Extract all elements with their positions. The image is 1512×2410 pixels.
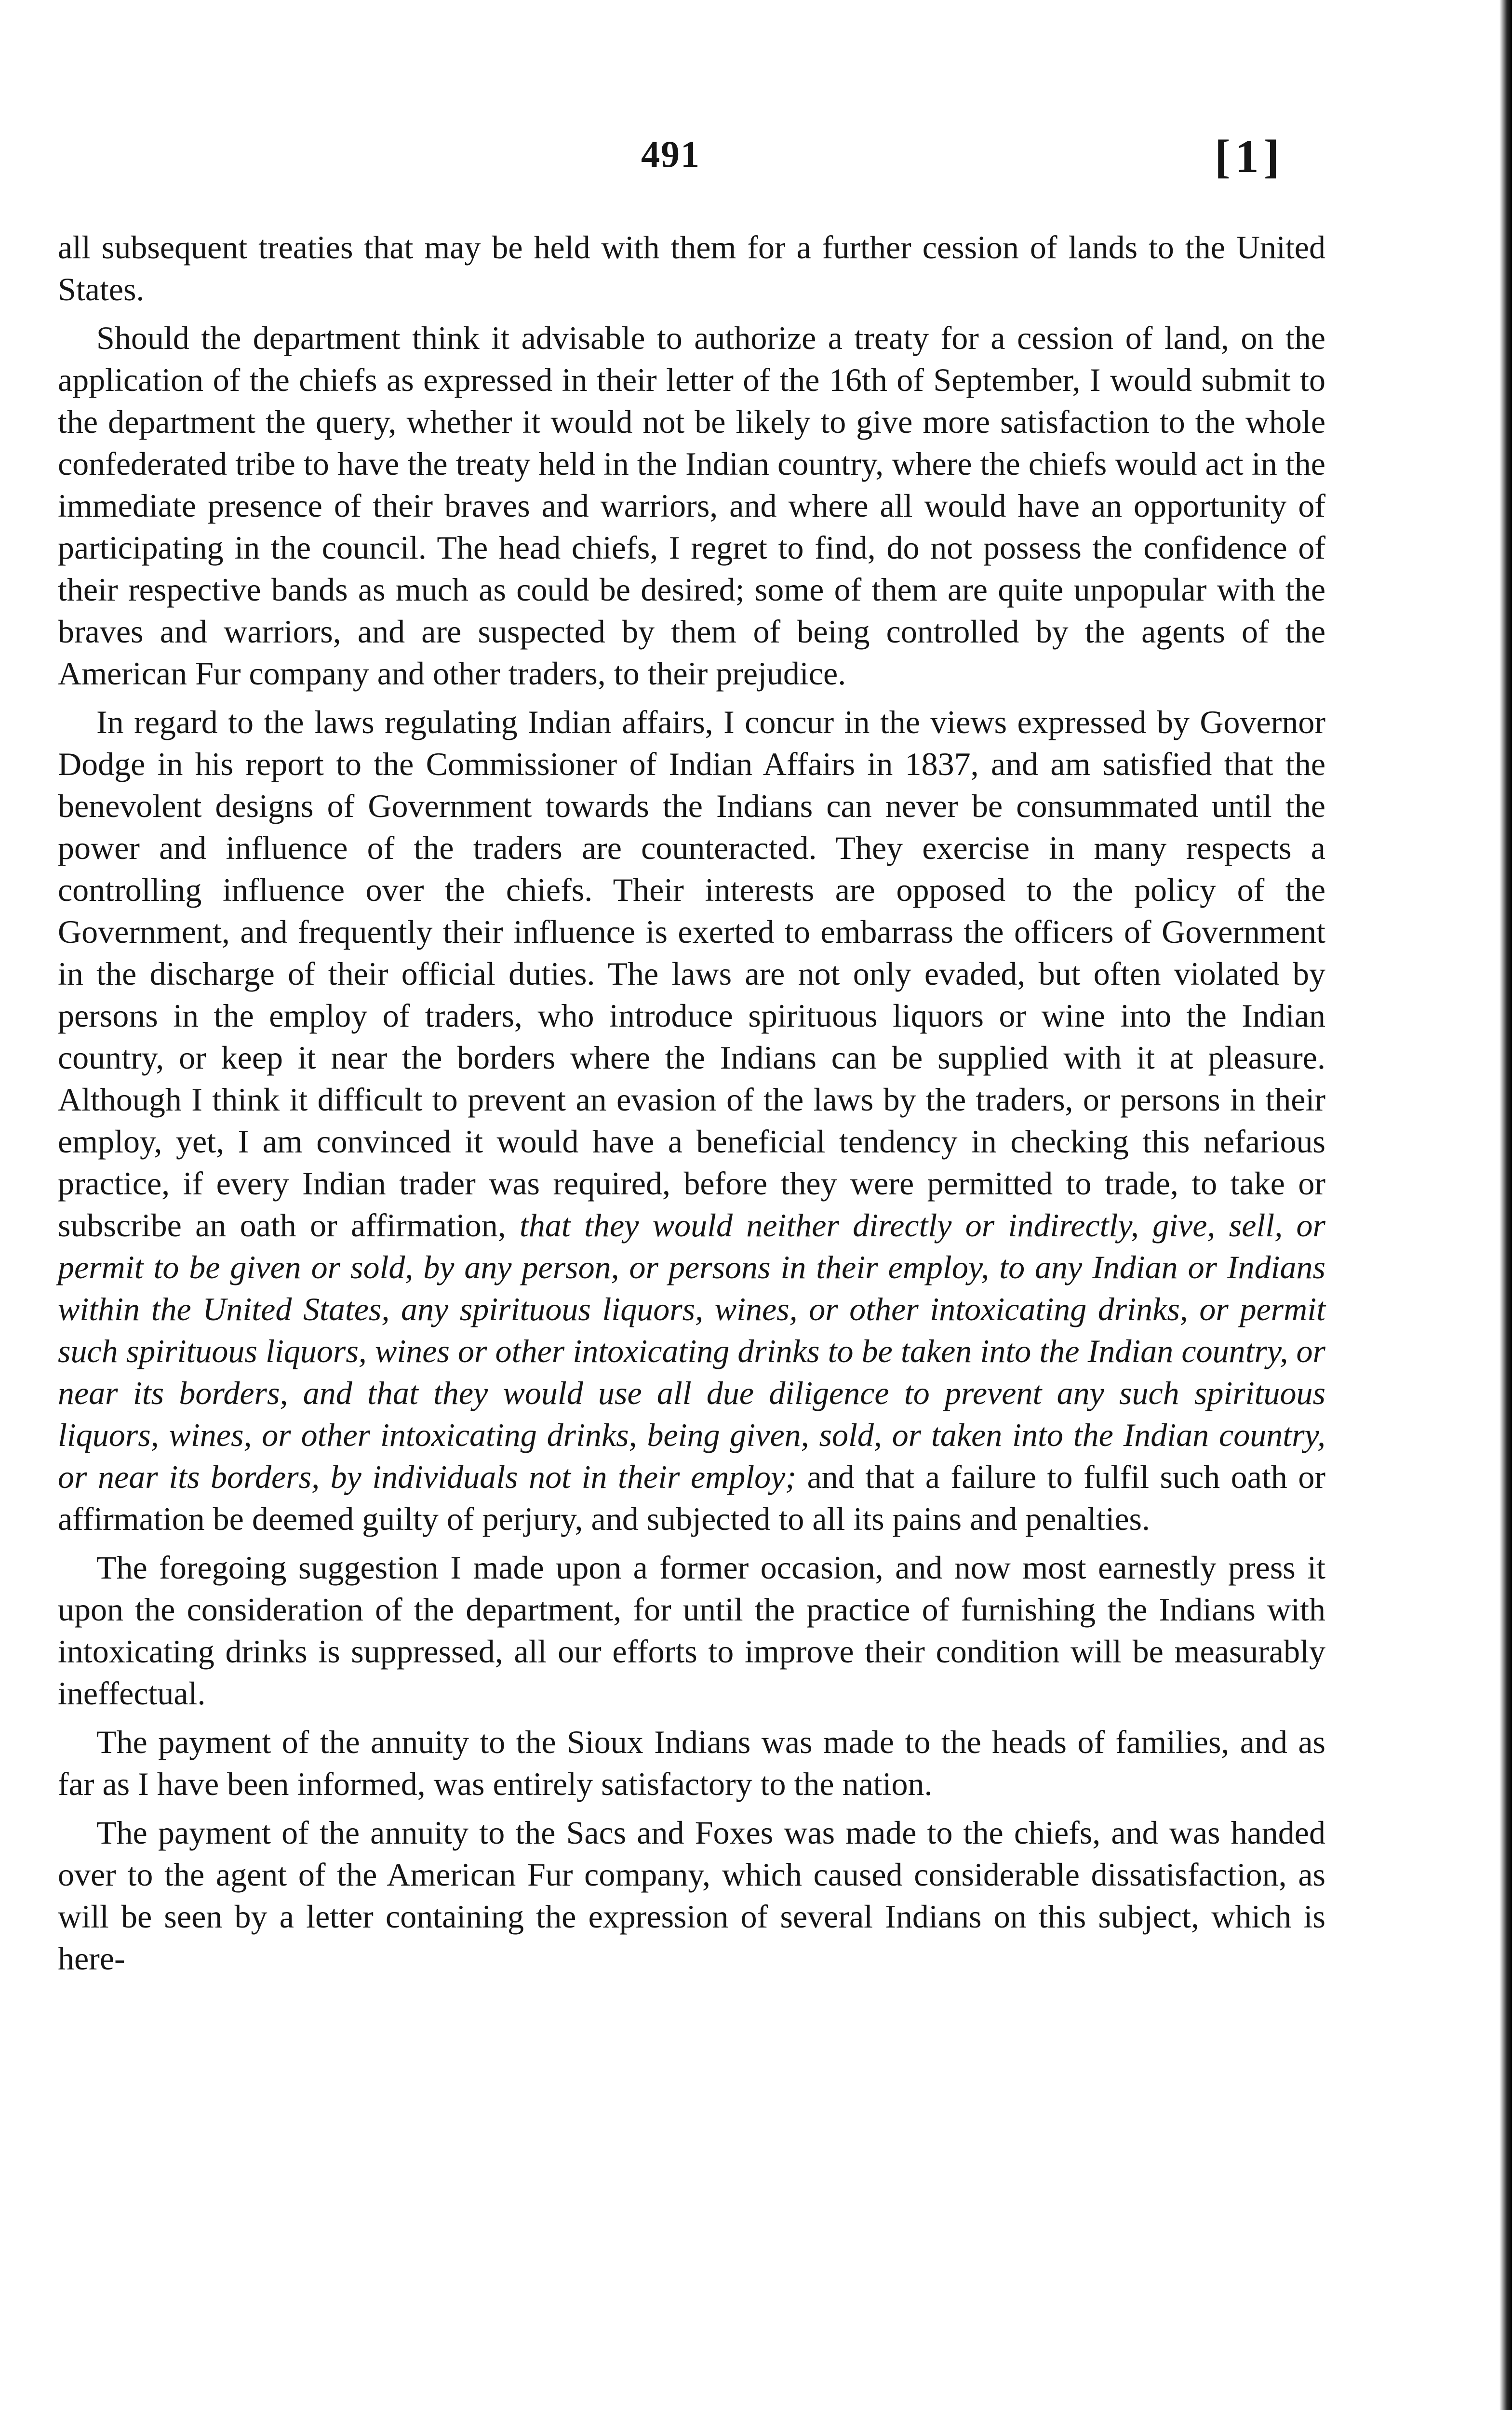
paragraph-sioux-annuity: The payment of the annuity to the Sioux Indians was made to the heads of families, and as far as I have been informed, was entirely satisfactory to the nation. [58, 1724, 1325, 1802]
body-text [58, 227, 1325, 1986]
paragraph-laws-regulating [58, 701, 1325, 1540]
paragraph-sacs-foxes-annuity: The payment of the annuity to the Sacs and Foxes was made to the chiefs, and was handed over to the agent of the American Fur company, which caused considerable dissatisfaction, as will be seen by a letter containing the expression of several Indians on this subject, which is here- [58, 1814, 1325, 1977]
oath-text-italic: that they would neither directly or indirectly, give, sell, or permit to be given or sold, by any person, or persons in their employ, to any Indian or Indians within the United States, any spirituous liquors, wines, or other intoxicating drinks, or permit such spirituous liquors, wines or other intoxicating drinks to be taken into the Indian country, or near its borders, and that they would use all due diligence to prevent any such spirituous liquors, wines, or other intoxicating drinks, being given, sold, or taken into the Indian country, or near its borders, by individuals not in their employ; [58, 1207, 1325, 1495]
paragraph-treaty-location: Should the department think it advisable to authorize a treaty for a cession of land, on the application of the chiefs as expressed in their letter of the 16th of September, I would submit to the department the query, whether it would not be likely to give more satisfaction to the whole confederated tribe to have the treaty held in the Indian country, where the chiefs would act in the immediate presence of their braves and warriors, and where all would have an opportunity of participating in the council. The head chiefs, I regret to find, do not possess the confidence of their respective bands as much as could be desired; some of them are quite unpopular with the braves and warriors, and are suspected by them of being controlled by the agents of the American Fur company and other traders, to their prejudice. [58, 320, 1325, 692]
laws-text-before: In regard to the laws regulating Indian affairs, I concur in the views expressed by Governor Dodge in his report to the Commissioner of Indian Affairs in 1837, and am satisfied that the benevolent designs of Government towards the Indians can never be consummated until the power and influence of the traders are counteracted. They exercise in many respects a controlling influence over the chiefs. Their interests are opposed to the policy of the Government, and frequently their influence is exerted to embarrass the officers of Government in the discharge of their official duties. The laws are not only evaded, but often violated by persons in the employ of traders, who introduce spirituous liquors or wine into the Indian country, or keep it near the borders where the Indians can be supplied with it at pleasure. Although I think it difficult to prevent an evasion of the laws by the traders, or persons in their employ, yet, I am convinced it would have a beneficial tendency in checking this nefarious practice, if every Indian trader was required, before they were permitted to trade, to take or subscribe an oath or affirmation, [58, 704, 1325, 1244]
laws-text-after: and that a failure to fulfil such oath or affirmation be deemed guilty of perjury, and subjected to all its pains and penalties. [58, 1459, 1325, 1537]
page-binding-edge [1499, 0, 1512, 2410]
paragraph-continuation: all subsequent treaties that may be held with them for a further cession of lands to the United States. [58, 229, 1325, 308]
document-number: [1] [1215, 131, 1285, 183]
paragraph-foregoing-suggestion: The foregoing suggestion I made upon a former occasion, and now most earnestly press it upon the consideration of the department, for until the practice of furnishing the Indians with intoxicating drinks is suppressed, all our efforts to improve their condition will be measurably ineffectual. [58, 1549, 1325, 1712]
page-header [0, 133, 1512, 186]
page-number: 491 [641, 133, 700, 175]
